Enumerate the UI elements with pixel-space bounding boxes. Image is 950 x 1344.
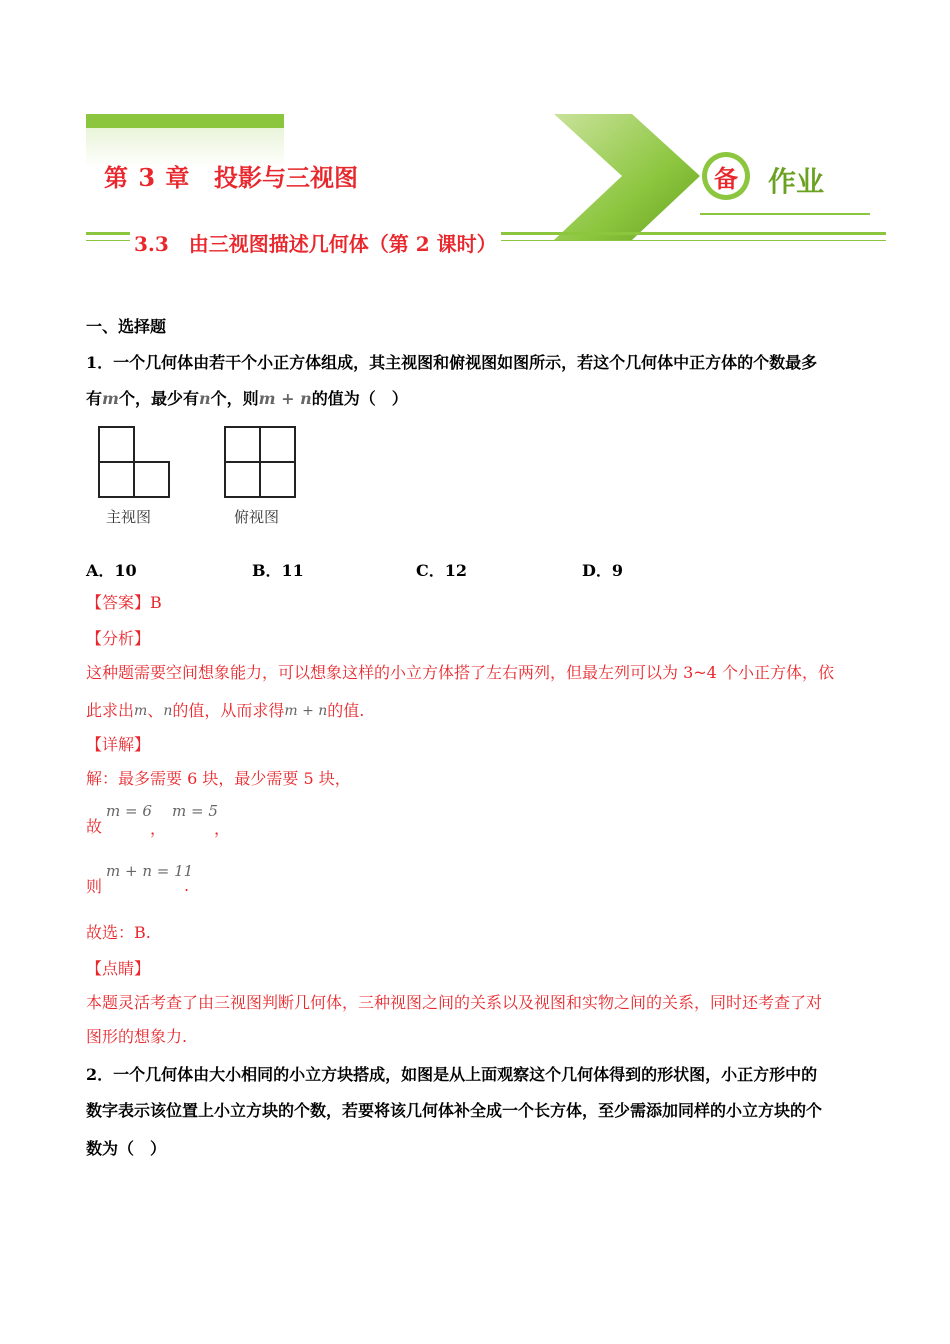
top-cell bbox=[259, 461, 296, 498]
top-view-figure bbox=[224, 426, 304, 500]
q1-l2-c: 个，则 bbox=[210, 389, 259, 408]
q1-l2-a: 有 bbox=[86, 389, 103, 408]
detail-label: 【详解】 bbox=[86, 735, 151, 754]
top-view-caption: 俯视图 bbox=[234, 508, 280, 526]
analysis-line1: 这种题需要空间想象能力，可以想象这样的小立方体搭了左右两列，但最左列可以为 3~4 个小正方体，依 bbox=[86, 663, 834, 682]
badge-char: 备 bbox=[707, 157, 745, 195]
answer-line bbox=[86, 592, 162, 614]
analysis-l2-b: 、 bbox=[147, 701, 164, 720]
top-cell bbox=[259, 426, 296, 463]
q1-expr-mn: m + n bbox=[258, 389, 312, 408]
detail-m5: m = 5 bbox=[172, 802, 218, 820]
front-cell bbox=[98, 426, 135, 463]
q1-var-n: n bbox=[198, 389, 211, 408]
detail-line1: 解：最多需要 6 块，最少需要 5 块， bbox=[86, 769, 351, 788]
point-line1: 本题灵活考查了由三视图判断几何体，三种视图之间的关系以及视图和实物之间的关系，同时还考查了对 bbox=[86, 993, 823, 1012]
top-cell bbox=[224, 426, 261, 463]
front-view-caption: 主视图 bbox=[106, 508, 152, 526]
analysis-var-n: n bbox=[163, 703, 173, 719]
section-heading: 一、选择题 bbox=[86, 317, 167, 336]
detail-dot: . bbox=[184, 876, 190, 895]
badge-word: 作业 bbox=[768, 165, 825, 198]
q1-l2-b: 个，最少有 bbox=[118, 389, 199, 408]
analysis-l2-a: 此求出 bbox=[86, 701, 135, 720]
front-cell bbox=[98, 461, 135, 498]
option-a[interactable]: A．10 bbox=[86, 561, 137, 580]
option-c[interactable]: C．12 bbox=[416, 561, 468, 580]
analysis-l2-c: 的值，从而求得 bbox=[172, 701, 285, 720]
detail-comma2: ， bbox=[214, 819, 231, 838]
detail-sum: m + n = 11 bbox=[106, 862, 194, 880]
choose-line: 故选：B. bbox=[86, 923, 151, 942]
badge-circle-icon bbox=[702, 152, 750, 200]
q2-text-line3: 数为（ ） bbox=[86, 1139, 167, 1158]
chapter-label: 第 3 章 bbox=[104, 163, 191, 192]
analysis-expr-mn: m + n bbox=[284, 703, 328, 719]
analysis-var-m: m bbox=[134, 703, 148, 719]
front-cell bbox=[133, 461, 170, 498]
point-line2: 图形的想象力. bbox=[86, 1027, 188, 1046]
q1-text-line2 bbox=[86, 388, 408, 410]
front-view-figure bbox=[96, 426, 176, 500]
detail-comma1: ， bbox=[150, 819, 167, 838]
q1-text-line1: 1．一个几何体由若干个小正方体组成，其主视图和俯视图如图所示，若这个几何体中正方体的个数最多 bbox=[86, 353, 818, 372]
header-green-bar bbox=[86, 114, 284, 128]
analysis-line2 bbox=[86, 700, 364, 722]
q2-text-line2: 数字表示该位置上小立方块的个数，若要将该几何体补全成一个长方体，至少需添加同样的小立方块的个 bbox=[86, 1101, 823, 1120]
answer-value: B bbox=[150, 593, 162, 612]
option-b[interactable]: B．11 bbox=[252, 561, 304, 580]
detail-ze: 则 bbox=[86, 877, 103, 896]
q2-text-line1: 2．一个几何体由大小相同的小立方块搭成，如图是从上面观察这个几何体得到的形状图，小正方形中的 bbox=[86, 1065, 818, 1084]
point-label: 【点睛】 bbox=[86, 959, 151, 978]
answer-label: 【答案】 bbox=[86, 593, 151, 612]
option-d[interactable]: D．9 bbox=[582, 561, 624, 580]
analysis-label: 【分析】 bbox=[86, 629, 151, 648]
q1-var-m: m bbox=[102, 389, 119, 408]
top-cell bbox=[224, 461, 261, 498]
section-title: 3.3 由三视图描述几何体（第 2 课时） bbox=[130, 228, 501, 257]
q1-l2-d: 的值为（ ） bbox=[311, 389, 408, 408]
detail-m6: m = 6 bbox=[106, 802, 152, 820]
detail-gu: 故 bbox=[86, 817, 103, 836]
analysis-l2-d: 的值. bbox=[327, 701, 365, 720]
chapter-title: 投影与三视图 bbox=[214, 163, 358, 192]
